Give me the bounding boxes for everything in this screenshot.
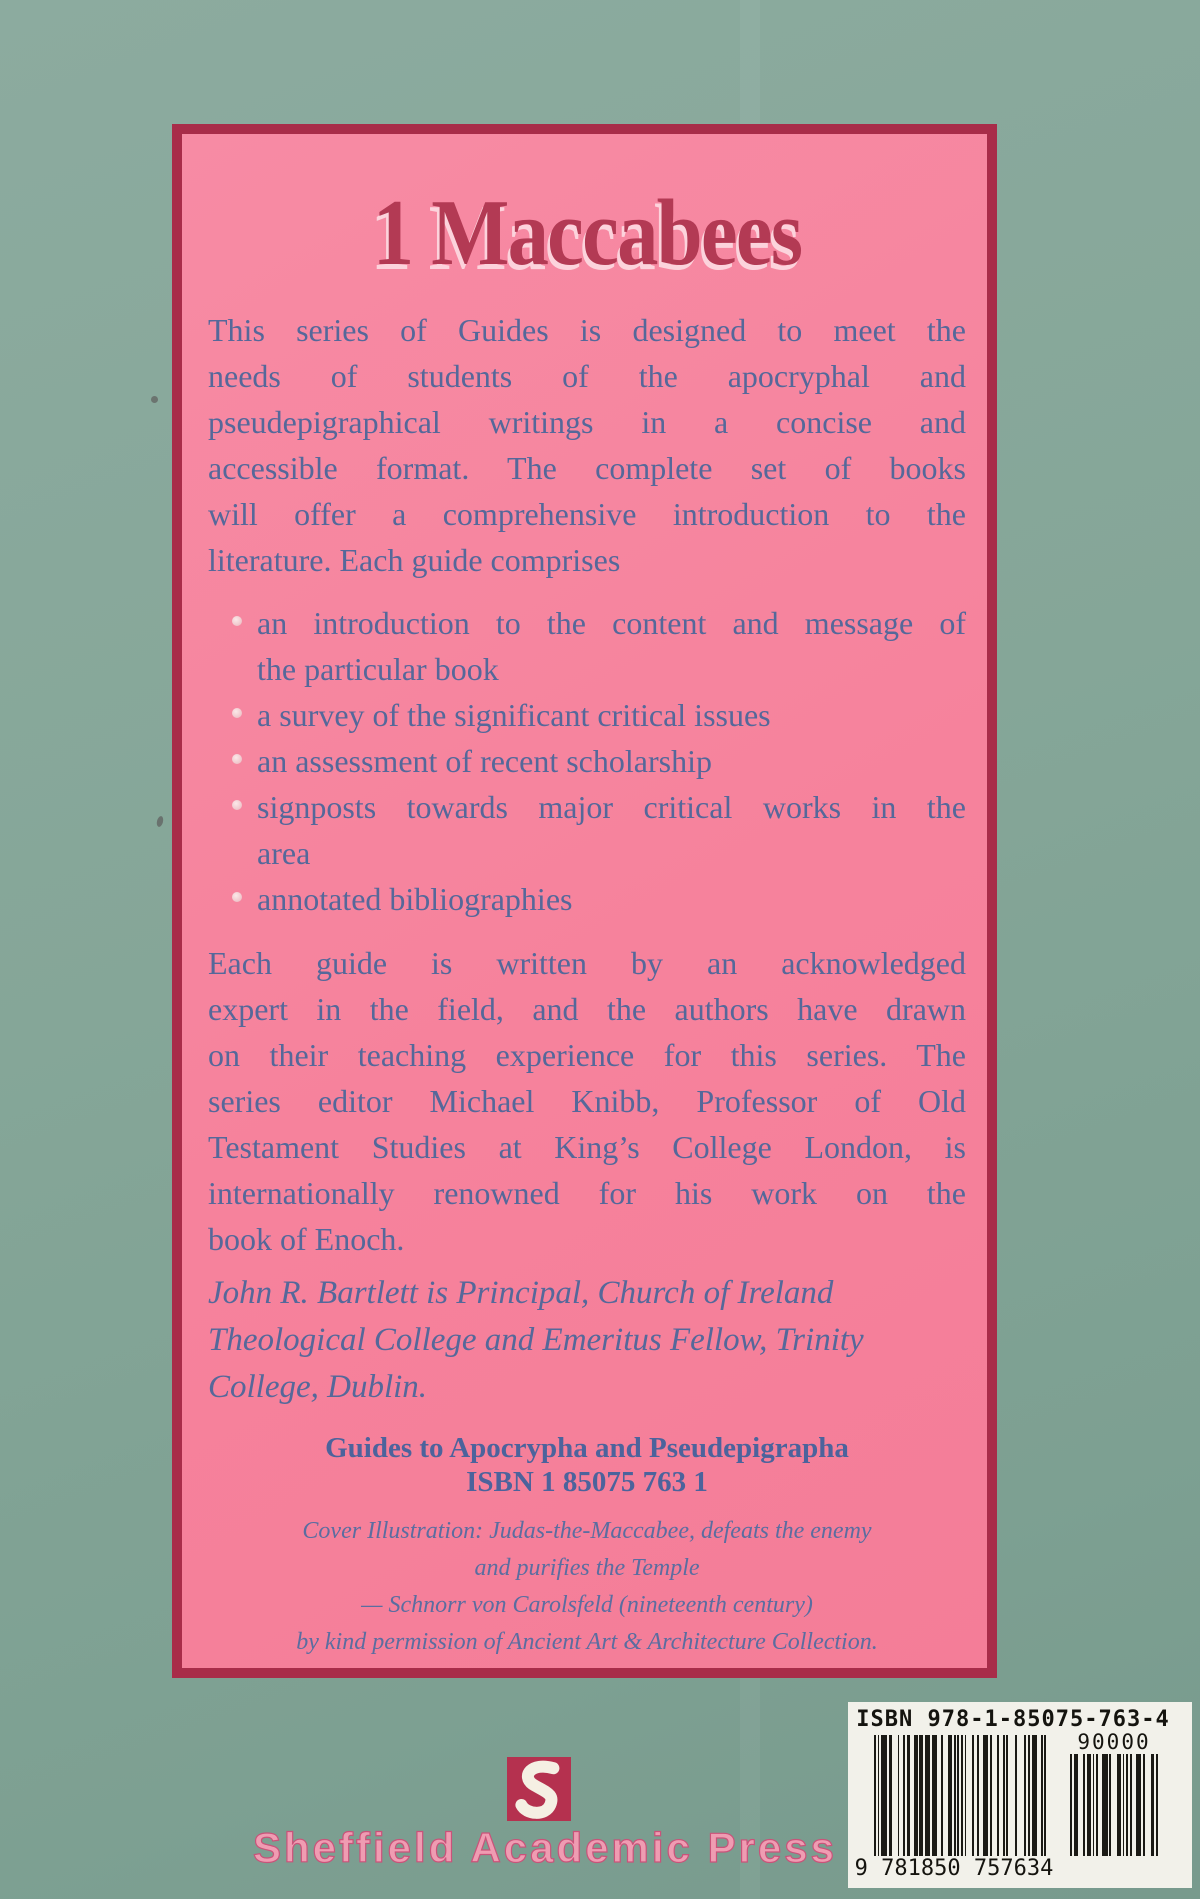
text-line: expert in the field, and the authors have drawn: [208, 991, 966, 1028]
barcode-bar: [1044, 1735, 1046, 1856]
text-line: by kind permission of Ancient Art & Architecture Collection.: [296, 1629, 878, 1656]
text-line: John R. Bartlett is Principal, Church of Ireland: [208, 1275, 834, 1312]
barcode-panel: [848, 1702, 1192, 1888]
publisher-s-icon: [502, 1757, 576, 1821]
text-line: This series of Guides is designed to meet the: [208, 312, 966, 349]
text-line: — Schnorr von Carolsfeld (nineteenth century): [361, 1592, 813, 1619]
text-line: a survey of the significant critical issues: [257, 697, 771, 734]
text-line: annotated bibliographies: [257, 881, 573, 918]
text-line: accessible format. The complete set of books: [208, 450, 966, 487]
bullet-dot-icon: [232, 616, 242, 626]
text-line: needs of students of the apocryphal and: [208, 358, 966, 395]
sheffield-academic-press-logo: [502, 1757, 576, 1821]
text-line: pseudepigraphical writings in a concise and: [208, 404, 966, 441]
bullet-dot-icon: [232, 892, 242, 902]
text-line: book of Enoch.: [208, 1221, 405, 1258]
text-line: an assessment of recent scholarship: [257, 743, 712, 780]
text-line: signposts towards major critical works in the: [257, 789, 966, 826]
blurb-panel: [172, 124, 997, 1678]
cover-speck: [156, 815, 164, 827]
text-line: College, Dublin.: [208, 1369, 428, 1406]
text-line: area: [257, 835, 311, 872]
text-line: Theological College and Emeritus Fellow, Trinity: [208, 1322, 864, 1359]
isbn-number: ISBN 978-1-85075-763-4: [856, 1707, 1170, 1732]
text-line: will offer a comprehensive introduction to the: [208, 496, 966, 533]
text-line: on their teaching experience for this series. The: [208, 1037, 966, 1074]
series-intro-paragraph: [208, 307, 966, 583]
text-line: the particular book: [257, 651, 499, 688]
cover-speck: [151, 396, 158, 403]
list-item: [208, 784, 966, 876]
text-line: Testament Studies at King’s College London, is: [208, 1129, 966, 1166]
text-line: and purifies the Temple: [474, 1555, 700, 1582]
bullet-dot-icon: [232, 708, 242, 718]
price-code: 90000: [1077, 1730, 1151, 1754]
guide-features-list: [208, 600, 966, 922]
bullet-dot-icon: [232, 800, 242, 810]
supplement-barcode: [1070, 1754, 1158, 1856]
text-line: Each guide is written by an acknowledged: [208, 945, 966, 982]
series-info: [208, 1431, 966, 1499]
text-line: series editor Michael Knibb, Professor of Old: [208, 1083, 966, 1120]
list-item: [208, 600, 966, 692]
ean-barcode: [874, 1735, 1046, 1856]
text-line: internationally renowned for his work on the: [208, 1175, 966, 1212]
author-bio: [208, 1270, 966, 1411]
text-line: an introduction to the content and message of: [257, 605, 966, 642]
barcode-bar: [1156, 1754, 1158, 1856]
series-isbn-number: ISBN 1 85075 763 1: [466, 1466, 708, 1499]
text-line: Cover Illustration: Judas-the-Maccabee, defeats the enemy: [302, 1518, 872, 1545]
list-item: [208, 876, 966, 922]
cover-illustration-credit: [208, 1513, 966, 1661]
list-item: [208, 738, 966, 784]
series-name: Guides to Apocrypha and Pseudepigrapha: [325, 1432, 849, 1465]
ean-digits: 9 781850 757634: [854, 1856, 1054, 1881]
book-title: 1 Maccabees: [372, 181, 802, 285]
publisher-name: Sheffield Academic Press: [253, 1824, 837, 1871]
list-item: [208, 692, 966, 738]
text-line: literature. Each guide comprises: [208, 542, 621, 579]
bullet-dot-icon: [232, 754, 242, 764]
series-editor-paragraph: [208, 940, 966, 1262]
